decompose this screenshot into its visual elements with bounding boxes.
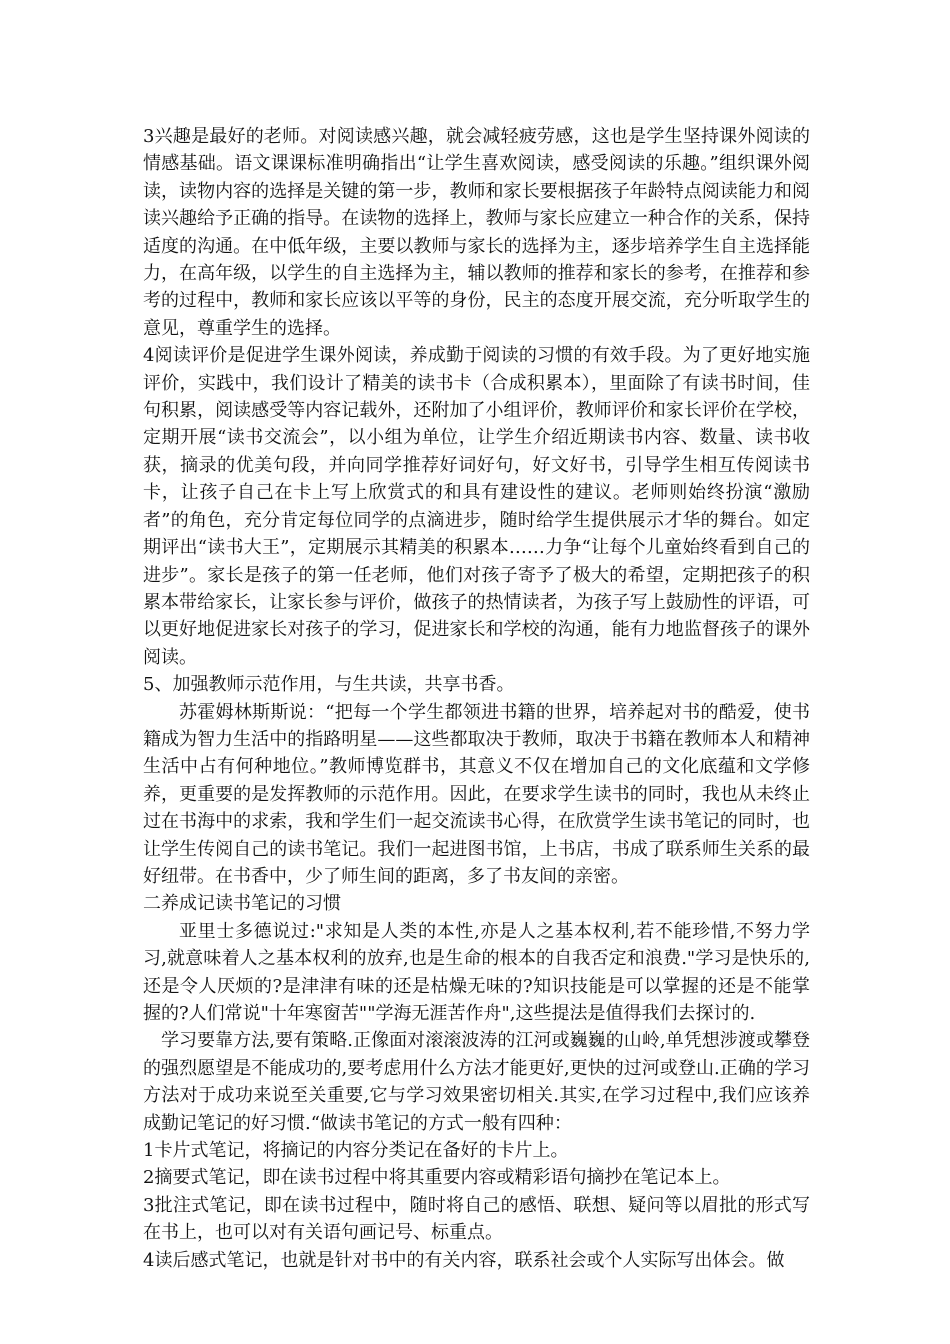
list-item-annotation-notes: 3批注式笔记，即在读书过程中，随时将自己的感悟、联想、疑问等以眉批的形式写在书上，也可以对有关语句画记号、标重点。	[143, 1194, 810, 1244]
section-heading-reading-notes: 二养成记读书笔记的习惯	[143, 893, 341, 915]
list-item-reflection-notes: 4读后感式笔记，也就是针对书中的有关内容，联系社会或个人实际写出体会。做	[143, 1249, 785, 1271]
paragraph-interest: 3兴趣是最好的老师。对阅读感兴趣，就会减轻疲劳感，这也是学生坚持课外阅读的情感基础。语文课课标准明确指出“让学生喜欢阅读，感受阅读的乐趣。”组织课外阅读，读物内容的选择是关键的第一步，教师和家长要根据孩子年龄特点阅读能力和阅读兴趣给予正确的指导。在读物的选择上，教师与家长应建立一种合作的关系，保持适度的沟通。在中低年级，主要以教师与家长的选择为主，逐步培养学生自主选择能力，在高年级，以学生的自主选择为主，辅以教师的推荐和家长的参考，在推荐和参考的过程中，教师和家长应该以平等的身份，民主的态度开展交流，充分听取学生的意见，尊重学生的选择。	[143, 126, 810, 339]
paragraph-learning-methods: 学习要靠方法,要有策略.正像面对滚滚波涛的江河或巍巍的山岭,单凭想涉渡或攀登的强烈愿望是不能成功的,要考虑用什么方法才能更好,更快的过河或登山.正确的学习方法对于成功来说至关重要,它与学习效果密切相关.其实,在学习过程中,我们应该养成勤记笔记的好习惯.“做读书笔记的方式一般有四种：	[143, 1030, 810, 1134]
document-body	[143, 123, 810, 1274]
paragraph-sukhomlinsky-quote: 苏霍姆林斯斯说：“把每一个学生都领进书籍的世界，培养起对书的酷爱，使书籍成为智力生活中的指路明星——这些都取决于教师，取决于书籍在教师本人和精神生活中占有何种地位。”教师博览群书，其意义不仅在增加自己的文化底蕴和文学修养，更重要的是发挥教师的示范作用。因此，在要求学生读书的同时，我也从未终止过在书海中的求索，我和学生们一起交流读书心得，在欣赏学生读书笔记的同时，也让学生传阅自己的读书笔记。我们一起进图书馆，上书店，书成了联系师生关系的最好纽带。在书香中，少了师生间的距离，多了书友间的亲密。	[143, 701, 810, 887]
paragraph-evaluation: 4阅读评价是促进学生课外阅读，养成勤于阅读的习惯的有效手段。为了更好地实施评价，实践中，我们设计了精美的读书卡（合成积累本），里面除了有读书时间，佳句积累，阅读感受等内容记载外，还附加了小组评价，教师评价和家长评价在学校，定期开展“读书交流会”，以小组为单位，让学生介绍近期读书内容、数量、读书收获，摘录的优美句段，并向同学推荐好词好句，好文好书，引导学生相互传阅读书卡，让孩子自己在卡上写上欣赏式的和具有建设性的建议。老师则始终扮演“激励者”的角色，充分肯定每位同学的点滴进步，随时给学生提供展示才华的舞台。如定期评出“读书大王”，定期展示其精美的积累本……力争“让每个儿童始终看到自己的进步”。家长是孩子的第一任老师，他们对孩子寄予了极大的希望，定期把孩子的积累本带给家长，让家长参与评价，做孩子的热情读者，为孩子写上鼓励性的评语，可以更好地促进家长对孩子的学习，促进家长和学校的沟通，能有力地监督孩子的课外阅读。	[143, 345, 810, 668]
list-item-summary-notes: 2摘要式笔记，即在读书过程中将其重要内容或精彩语句摘抄在笔记本上。	[143, 1167, 731, 1189]
paragraph-aristotle-quote: 亚里士多德说过:"求知是人类的本性,亦是人之基本权利,若不能珍惜,不努力学习,就意味着人之基本权利的放弃,也是生命的根本的自我否定和浪费."学习是快乐的,还是令人厌烦的?是津津有味的还是枯燥无味的?知识技能是可以掌握的还是不能掌握的?人们常说"十年寒窗苦""学海无涯苦作舟",这些提法是值得我们去探讨的.	[143, 920, 810, 1024]
paragraph-teacher-example-heading: 5、加强教师示范作用，与生共读，共享书香。	[143, 674, 515, 696]
list-item-card-notes: 1卡片式笔记，将摘记的内容分类记在备好的卡片上。	[143, 1140, 569, 1162]
